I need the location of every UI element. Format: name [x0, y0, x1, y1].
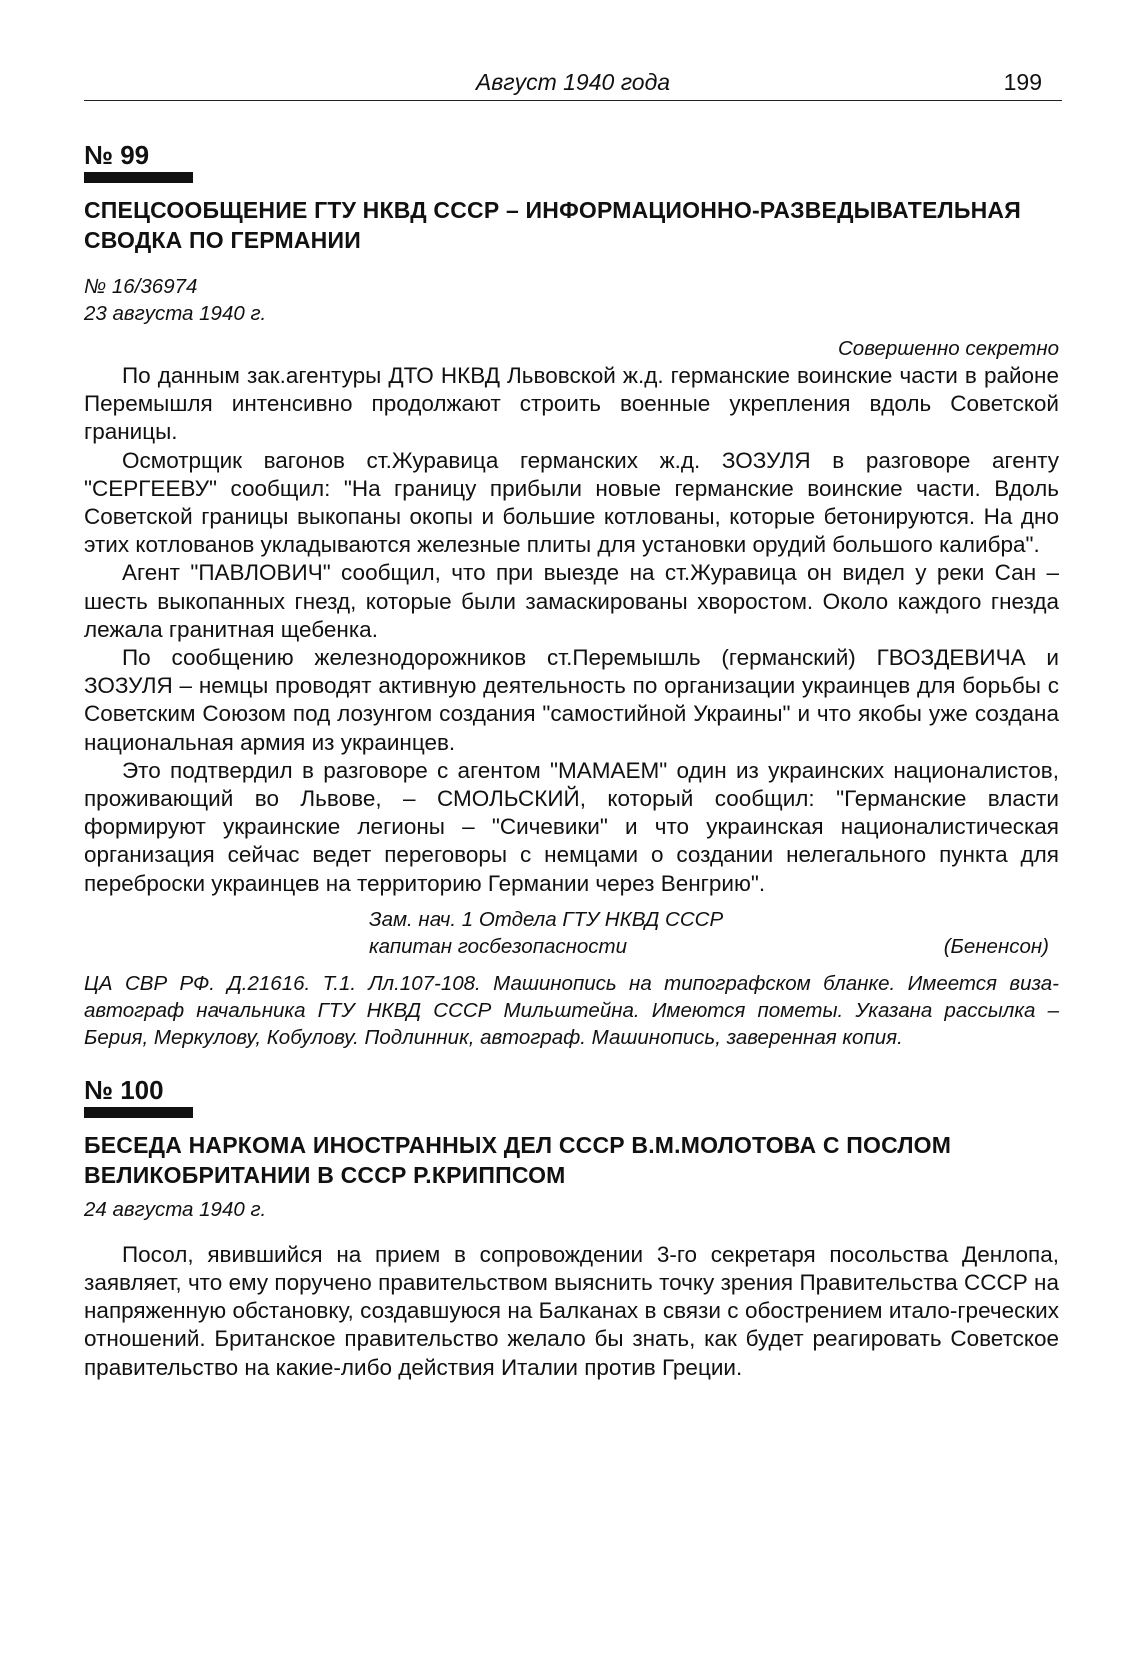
paragraph: По сообщению железнодорожников ст.Перемышль (германский) ГВОЗДЕВИЧА и ЗОЗУЛЯ – немцы проводят активную деятельность по организации украинцев для борьбы с Советским Союзом под лозунгом создания "самостийной Украины" и что якобы уже создана национальная армия из украинцев.	[84, 645, 1059, 755]
page-number: 199	[1003, 69, 1042, 95]
paragraph: По данным зак.агентуры ДТО НКВД Львовской ж.д. германские воинские части в районе Перемышля интенсивно продолжают строить военные укрепления вдоль Советской границы.	[84, 363, 1059, 445]
document-number-bar	[84, 1107, 193, 1118]
running-header	[84, 66, 1062, 101]
signature-name: (Бененсон)	[943, 934, 1049, 958]
paragraph: Посол, явившийся на прием в сопровождении 3-го секретаря посольства Денлопа, заявляет, что ему поручено правительством выяснить точку зрения Правительства СССР на напряженную обстановку, создавшуюся на Балканах в связи с обострением итало-греческих отношений. Британское правительство желало бы знать, как будет реагировать Советское правительство на какие-либо действия Италии против Греции.	[84, 1241, 1059, 1380]
document-number: № 100	[84, 1074, 164, 1105]
document-number-bar	[84, 172, 193, 183]
document-title: СПЕЦСООБЩЕНИЕ ГТУ НКВД СССР – ИНФОРМАЦИОННО-РАЗВЕДЫВАТЕЛЬНАЯ СВОДКА ПО ГЕРМАНИИ	[84, 197, 1021, 253]
signature-block	[84, 906, 1059, 960]
document-date: 24 августа 1940 г.	[84, 1197, 267, 1221]
paragraph: Осмотрщик вагонов ст.Журавица германских ж.д. ЗОЗУЛЯ в разговоре агенту "СЕРГЕЕВУ" сообщил: "На границу прибыли новые германские воинские части. Вдоль Советской границы выкопаны окопы и большие котлованы, которые бетонируются. На дно этих котлованов укладываются железные плиты для установки орудий большого калибра".	[84, 447, 1059, 558]
document-reference: № 16/36974	[84, 275, 198, 298]
signature-position: Зам. нач. 1 Отдела ГТУ НКВД СССР	[369, 907, 724, 931]
classification-stamp: Совершенно секретно	[838, 337, 1059, 360]
document-100	[84, 1075, 1059, 1382]
document-title: БЕСЕДА НАРКОМА ИНОСТРАННЫХ ДЕЛ СССР В.М.МОЛОТОВА С ПОСЛОМ ВЕЛИКОБРИТАНИИ В СССР Р.КРИППСОМ	[84, 1131, 952, 1188]
document-99	[84, 140, 1059, 1051]
signature-rank: капитан госбезопасности	[369, 934, 628, 958]
running-title: Август 1940 года	[475, 69, 671, 95]
archive-note: ЦА СВР РФ. Д.21616. Т.1. Лл.107-108. Машинопись на типографском бланке. Имеется виза-автограф начальника ГТУ НКВД СССР Мильштейна. Имеются пометы. Указана рассылка – Берия, Меркулову, Кобулову. Подлинник, автограф. Машинопись, заверенная копия.	[84, 971, 1059, 1049]
paragraph: Агент "ПАВЛОВИЧ" сообщил, что при выезде на ст.Журавица он видел у реки Сан – шесть выкопанных гнезд, которые были замаскированы хворостом. Около каждого гнезда лежала гранитная щебенка.	[84, 560, 1059, 642]
page-content	[84, 140, 1059, 1382]
document-date: 23 августа 1940 г.	[84, 302, 267, 325]
document-number: № 99	[84, 140, 150, 170]
paragraph: Это подтвердил в разговоре с агентом "МАМАЕМ" один из украинских националистов, проживающий во Львове, – СМОЛЬСКИЙ, который сообщил: "Германские власти формируют украинские легионы – "Сичевики" и что украинская националистическая организация сейчас ведет переговоры с немцами о создании нелегального пункта для переброски украинцев на территорию Германии через Венгрию".	[84, 757, 1059, 896]
